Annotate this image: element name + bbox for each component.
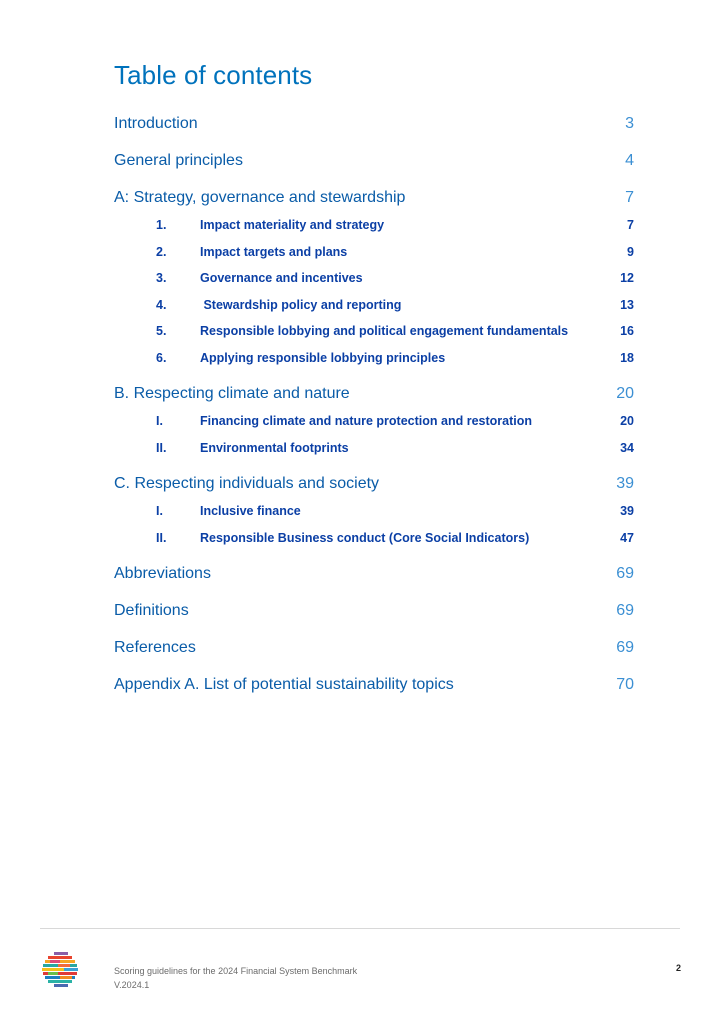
- footer-title: Scoring guidelines for the 2024 Financial System Benchmark: [114, 966, 358, 976]
- toc-subentry[interactable]: [114, 318, 634, 345]
- toc-subentry-label: Impact materiality and strategy: [200, 218, 385, 232]
- toc-subentry-page: 20: [620, 414, 634, 428]
- toc-entry-definitions[interactable]: [114, 598, 634, 635]
- toc-entry-section-a[interactable]: [114, 185, 634, 212]
- toc-entry-page: 7: [625, 189, 634, 206]
- toc-subentry-number: I.: [156, 414, 163, 428]
- toc-entry-label: Definitions: [114, 602, 189, 619]
- toc-subentry-page: 9: [627, 244, 634, 259]
- footer-divider: [40, 928, 680, 929]
- page-title: Table of contents: [114, 60, 313, 90]
- toc-entry-page: 4: [625, 152, 634, 169]
- toc-subentry-page: 18: [620, 350, 634, 365]
- toc-subentry[interactable]: [114, 212, 634, 239]
- toc-subentry-page: 7: [627, 218, 634, 232]
- toc-subentry-number: 6.: [156, 350, 167, 365]
- table-of-contents: [114, 111, 634, 709]
- toc-entry-page: 20: [616, 385, 634, 402]
- toc-subentry-number: 4.: [156, 297, 167, 312]
- toc-sublist-section-c: [114, 498, 634, 551]
- toc-entry-label: Appendix A. List of potential sustainability topics: [114, 676, 454, 693]
- toc-entry-references[interactable]: [114, 635, 634, 672]
- toc-subentry-page: 13: [620, 297, 634, 312]
- toc-subentry[interactable]: [114, 435, 634, 462]
- toc-subentry-label: Inclusive finance: [200, 504, 301, 518]
- toc-subentry[interactable]: [114, 498, 634, 525]
- footer-document-info: [114, 964, 357, 992]
- toc-subentry-label: Applying responsible lobbying principles: [200, 350, 446, 365]
- toc-entry-page: 69: [616, 602, 634, 619]
- toc-entry-section-c[interactable]: [114, 471, 634, 498]
- toc-sublist-section-b: [114, 408, 634, 461]
- toc-entry-section-b[interactable]: [114, 381, 634, 408]
- toc-entry-abbreviations[interactable]: [114, 561, 634, 598]
- toc-entry-page: 39: [616, 475, 634, 492]
- toc-entry-label: Introduction: [114, 115, 198, 132]
- toc-entry-label: B. Respecting climate and nature: [114, 385, 350, 402]
- toc-subentry-label: Environmental footprints: [200, 440, 349, 455]
- toc-subentry-page: 39: [620, 504, 634, 518]
- toc-entry-page: 69: [616, 565, 634, 582]
- toc-entry-page: 3: [625, 115, 634, 132]
- toc-entry-appendix-a[interactable]: [114, 672, 634, 709]
- toc-subentry-number: 3.: [156, 271, 167, 285]
- toc-subentry[interactable]: [114, 265, 634, 292]
- toc-subentry-number: 5.: [156, 324, 167, 338]
- toc-entry-label: General principles: [114, 152, 243, 169]
- toc-entry-page: 69: [616, 639, 634, 656]
- toc-subentry-number: 1.: [156, 218, 167, 232]
- toc-subentry[interactable]: [114, 525, 634, 552]
- toc-subentry-number: II.: [156, 530, 167, 545]
- toc-subentry-page: 12: [620, 271, 634, 285]
- toc-subentry-label: Financing climate and nature protection and restoration: [200, 414, 532, 428]
- benchmark-logo-icon: [42, 950, 82, 990]
- footer-version: V.2024.1: [114, 980, 150, 990]
- toc-sublist-section-a: [114, 212, 634, 371]
- toc-entry-page: 70: [616, 676, 634, 693]
- toc-entry-introduction[interactable]: [114, 111, 634, 148]
- footer-page-number: 2: [675, 963, 681, 973]
- toc-subentry-label: Governance and incentives: [200, 271, 363, 285]
- toc-subentry-number: II.: [156, 440, 167, 455]
- toc-entry-label: A: Strategy, governance and stewardship: [114, 189, 406, 206]
- toc-entry-label: C. Respecting individuals and society: [114, 475, 380, 492]
- toc-subentry[interactable]: [114, 345, 634, 372]
- toc-subentry-label: Responsible lobbying and political engagement fundamentals: [200, 324, 569, 338]
- toc-subentry-page: 47: [620, 530, 634, 545]
- toc-subentry-number: I.: [156, 504, 163, 518]
- toc-subentry-label: Impact targets and plans: [200, 244, 348, 259]
- toc-subentry-label: Stewardship policy and reporting: [200, 297, 402, 312]
- toc-subentry-page: 34: [620, 440, 634, 455]
- toc-subentry-label: Responsible Business conduct (Core Social Indicators): [200, 530, 530, 545]
- toc-entry-label: Abbreviations: [114, 565, 211, 582]
- toc-subentry-page: 16: [620, 324, 634, 338]
- toc-subentry[interactable]: [114, 239, 634, 266]
- toc-entry-label: References: [114, 639, 196, 656]
- toc-subentry[interactable]: [114, 292, 634, 319]
- toc-subentry[interactable]: [114, 408, 634, 435]
- toc-entry-general-principles[interactable]: [114, 148, 634, 185]
- toc-subentry-number: 2.: [156, 244, 167, 259]
